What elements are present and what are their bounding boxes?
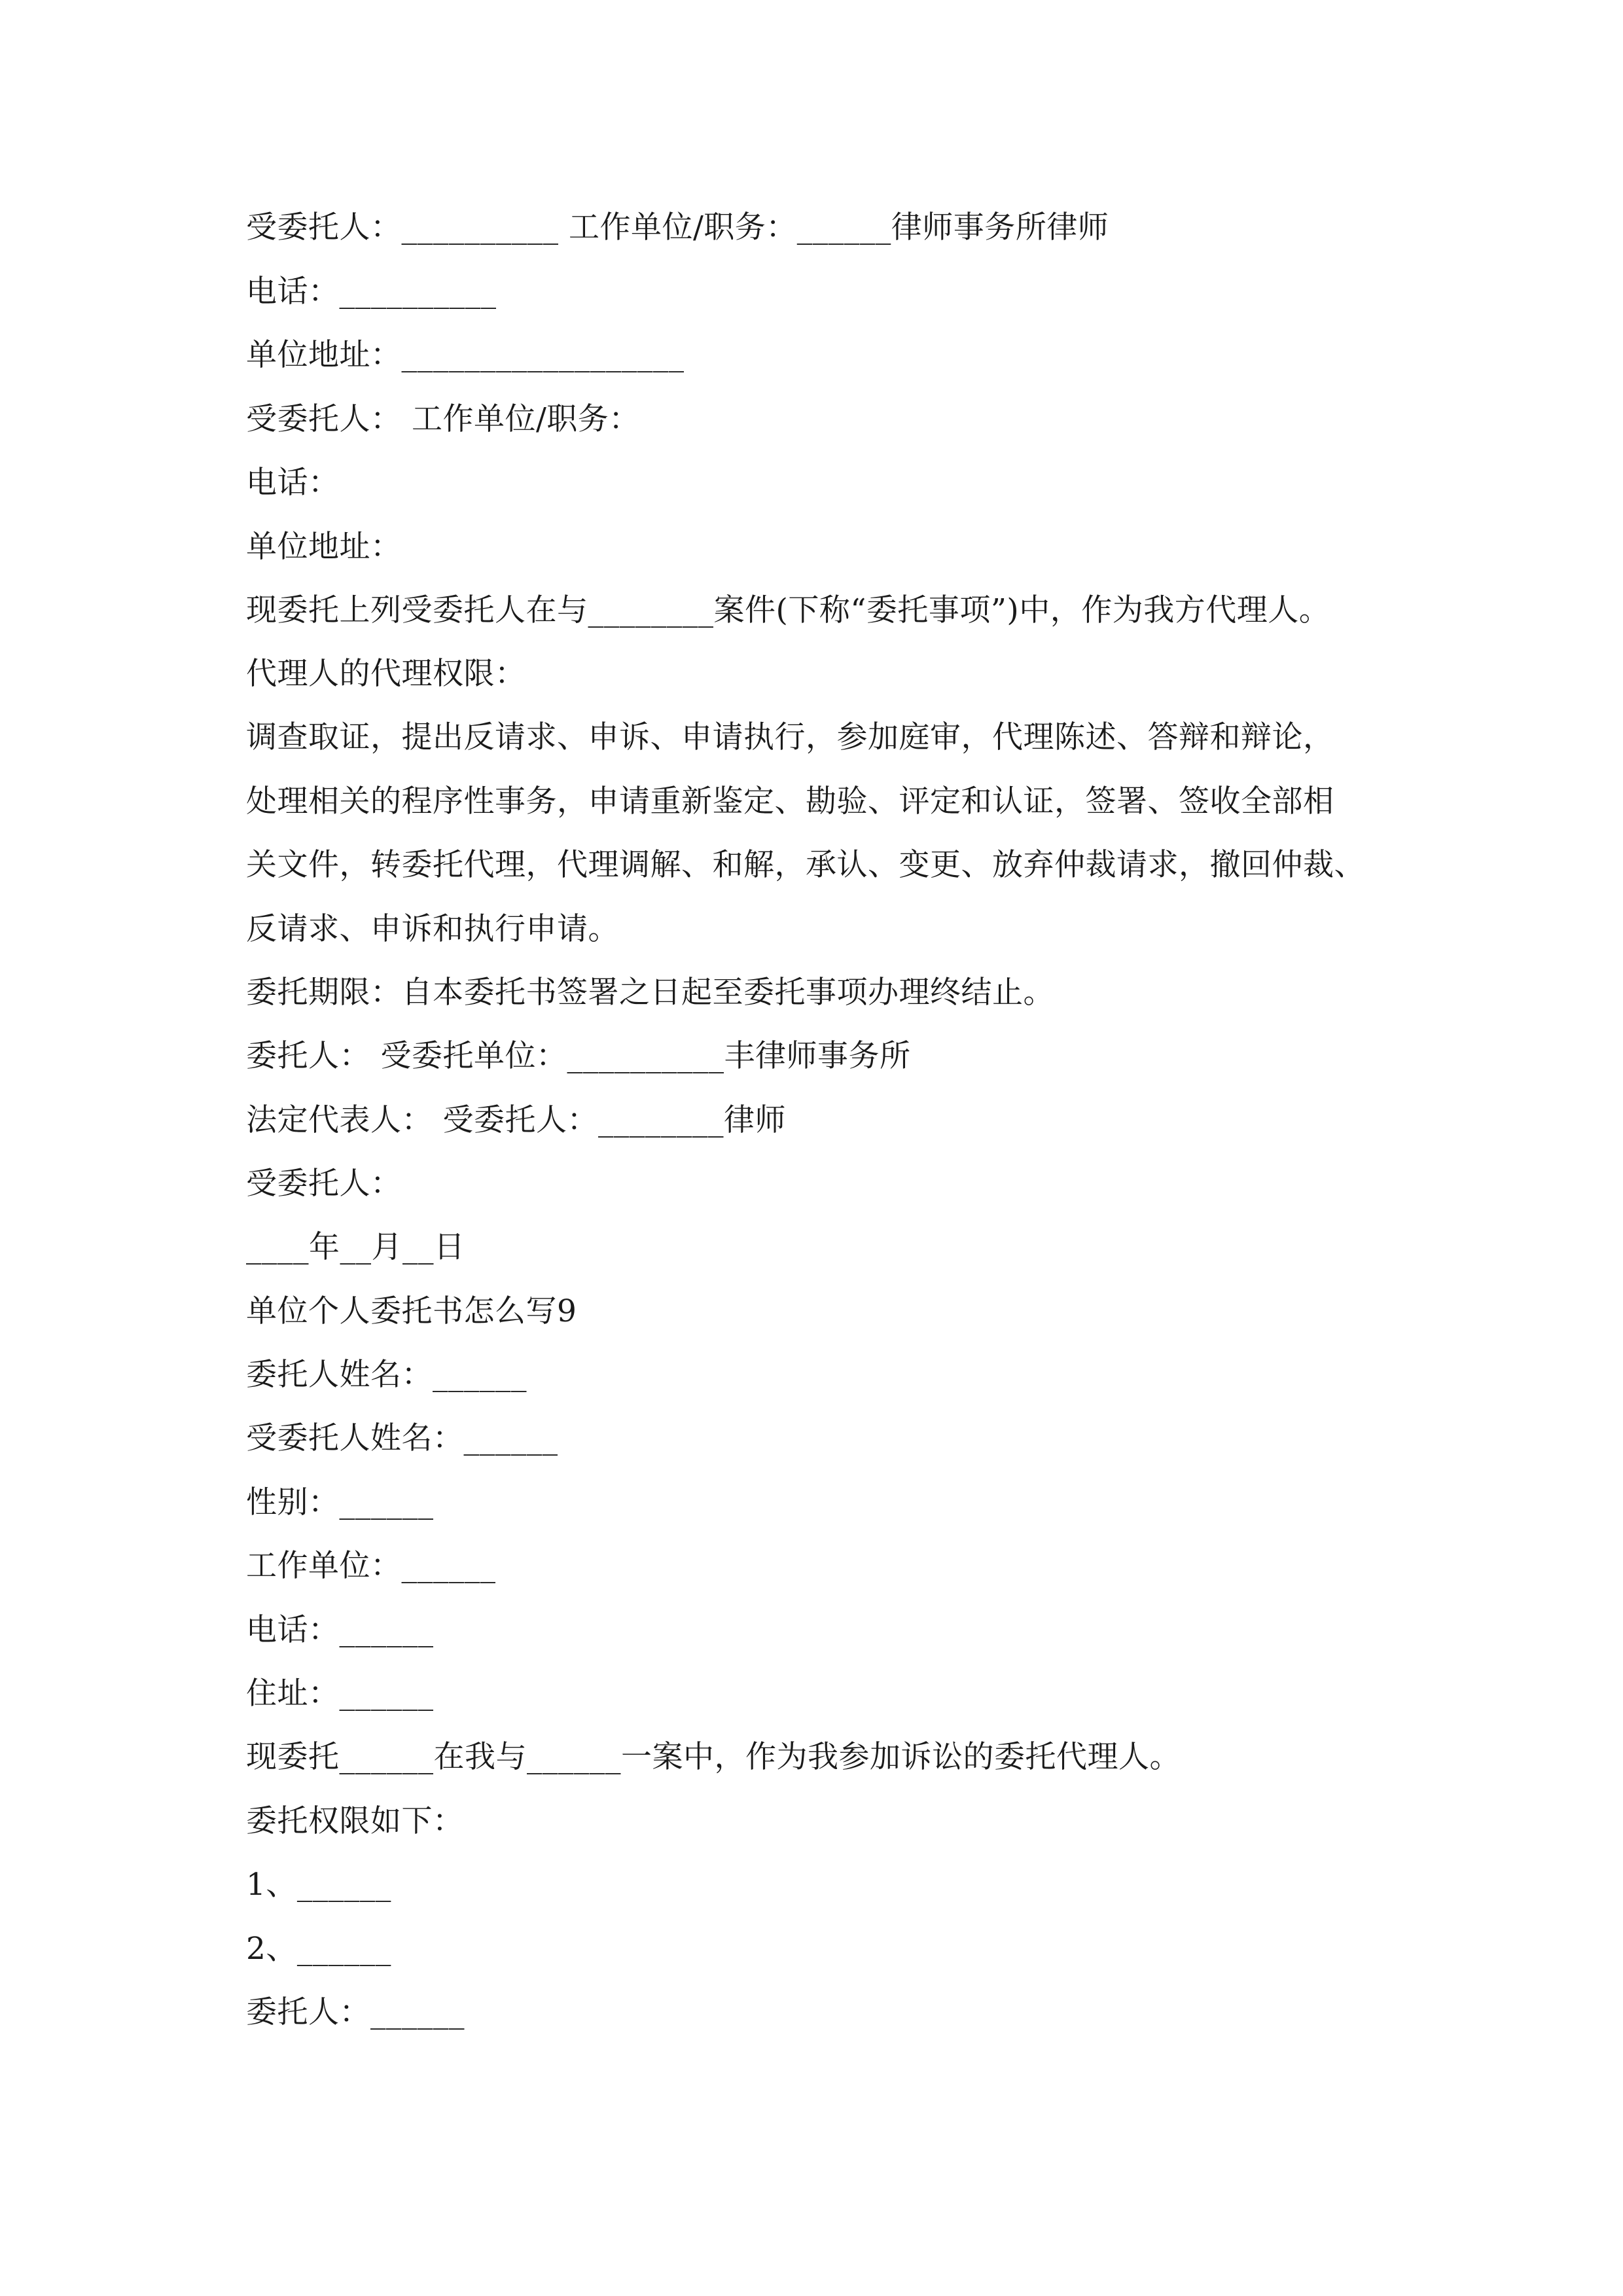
text-line: 受委托人： xyxy=(246,1166,402,1202)
text-line: 委托人姓名：______ xyxy=(246,1357,527,1393)
text-line: 2、______ xyxy=(246,1931,391,1967)
text-line: 电话： xyxy=(246,465,340,501)
text-line: 关文件，转委托代理，代理调解、和解，承认、变更、放弃仲裁请求，撤回仲裁、 xyxy=(246,847,1365,883)
text-line: 性别：______ xyxy=(246,1484,434,1520)
text-line: 委托人： 受委托单位：__________丰律师事务所 xyxy=(246,1038,911,1074)
text-line: 单位地址：__________________ xyxy=(246,337,685,373)
text-line: 单位个人委托书怎么写9 xyxy=(246,1293,577,1329)
text-line: 工作单位：______ xyxy=(246,1548,496,1584)
text-line: 受委托人： 工作单位/职务： xyxy=(246,401,640,437)
text-line: 现委托______在我与______一案中，作为我参加诉讼的委托代理人。 xyxy=(246,1739,1181,1775)
text-line: 代理人的代理权限： xyxy=(246,656,526,692)
text-line: 单位地址： xyxy=(246,529,402,565)
text-line: 住址：______ xyxy=(246,1676,434,1712)
text-line: 电话：______ xyxy=(246,1612,434,1648)
text-line: 受委托人姓名：______ xyxy=(246,1420,558,1456)
text-line: 委托期限：自本委托书签署之日起至委托事项办理终结止。 xyxy=(246,975,1054,1011)
text-line: 电话：__________ xyxy=(246,274,497,310)
text-line: 调查取证，提出反请求、申诉、申请执行，参加庭审，代理陈述、答辩和辩论， xyxy=(246,719,1334,755)
text-line: 法定代表人： 受委托人：________律师 xyxy=(246,1102,786,1138)
text-line: 现委托上列受委托人在与________案件(下称“委托事项”)中，作为我方代理人。 xyxy=(246,592,1330,628)
text-line: 受委托人：__________ 工作单位/职务：______律师事务所律师 xyxy=(246,209,1109,245)
text-line: ____年__月__日 xyxy=(246,1229,465,1265)
text-line: 1、______ xyxy=(246,1867,391,1903)
text-line: 委托人：______ xyxy=(246,1994,465,2030)
text-line: 处理相关的程序性事务，申请重新鉴定、勘验、评定和认证，签署、签收全部相 xyxy=(246,783,1334,819)
text-line: 委托权限如下： xyxy=(246,1803,464,1839)
text-line: 反请求、申诉和执行申请。 xyxy=(246,911,619,947)
